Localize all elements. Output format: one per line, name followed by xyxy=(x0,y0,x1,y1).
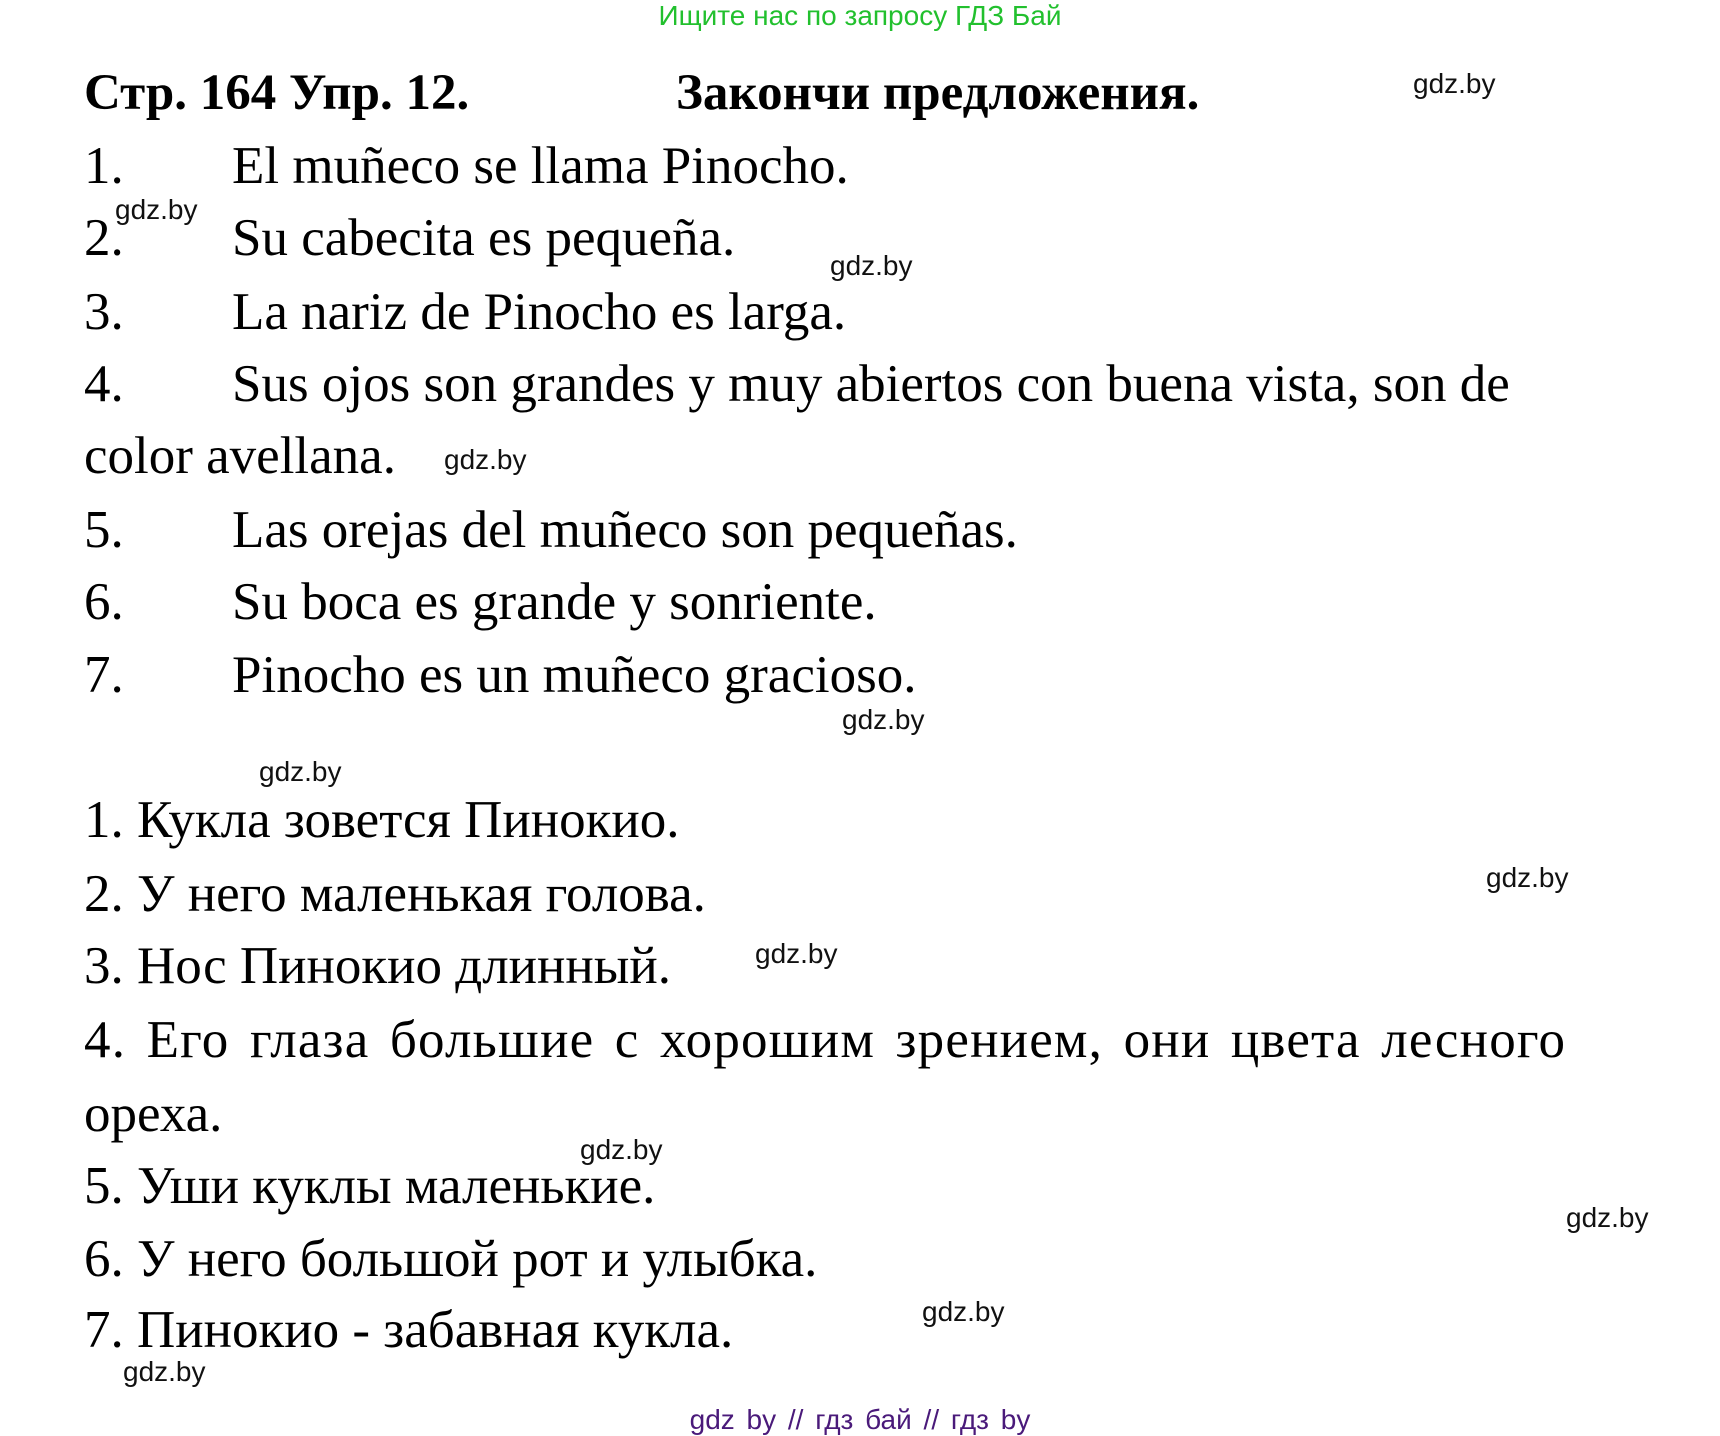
watermark: gdz.by xyxy=(922,1296,1005,1327)
item-number: 5. xyxy=(84,501,124,559)
watermark: gdz.by xyxy=(1413,68,1496,99)
item-number: 7. xyxy=(84,646,124,704)
item-text: Las orejas del muñeco son pequeñas. xyxy=(232,501,1018,559)
watermark: gdz.by xyxy=(842,704,925,735)
task-title: Закончи предложения. xyxy=(676,65,1200,121)
item-number: 1. xyxy=(84,137,124,195)
item-text: La nariz de Pinocho es larga. xyxy=(232,283,847,341)
list-item: 3. Нос Пинокио длинный. xyxy=(84,937,671,995)
exercise-reference: Стр. 164 Упр. 12. xyxy=(84,65,470,121)
list-item: 5. Уши куклы маленькие. xyxy=(84,1157,656,1215)
list-item: 1. Кукла зовется Пинокио. xyxy=(84,791,680,849)
watermark: gdz.by xyxy=(1566,1202,1649,1233)
list-item: 2. У него маленькая голова. xyxy=(84,865,706,923)
item-number: 4. xyxy=(84,355,124,413)
item-text: Sus ojos son grandes y muy abiertos con buena vista, son de xyxy=(232,355,1510,413)
watermark: gdz.by xyxy=(830,250,913,281)
item-text: Su cabecita es pequeña. xyxy=(232,209,736,267)
item-text: El muñeco se llama Pinocho. xyxy=(232,137,849,195)
item-number: 6. xyxy=(84,573,124,631)
list-item-continuation: ореха. xyxy=(84,1085,223,1143)
watermark: gdz.by xyxy=(580,1134,663,1165)
watermark: gdz.by xyxy=(115,194,198,225)
item-text: Su boca es grande y sonriente. xyxy=(232,573,877,631)
item-number: 2. xyxy=(84,209,124,267)
watermark: gdz.by xyxy=(1486,862,1569,893)
watermark: gdz.by xyxy=(259,756,342,787)
list-item-continuation: color avellana. xyxy=(84,427,396,485)
footer-links: gdz by // гдз бай // гдз by xyxy=(689,1404,1031,1435)
list-item: 6. У него большой рот и улыбка. xyxy=(84,1230,818,1288)
list-item: 4. Его глаза большие с хорошим зрением, они цвета лесного xyxy=(84,1011,1567,1069)
watermark: gdz.by xyxy=(755,938,838,969)
watermark: gdz.by xyxy=(444,444,527,475)
item-number: 3. xyxy=(84,283,124,341)
watermark: gdz.by xyxy=(123,1356,206,1387)
item-text: Pinocho es un muñeco gracioso. xyxy=(232,646,917,704)
search-banner: Ищите нас по запросу ГДЗ Бай xyxy=(658,0,1062,31)
list-item: 7. Пинокио - забавная кукла. xyxy=(84,1301,734,1359)
